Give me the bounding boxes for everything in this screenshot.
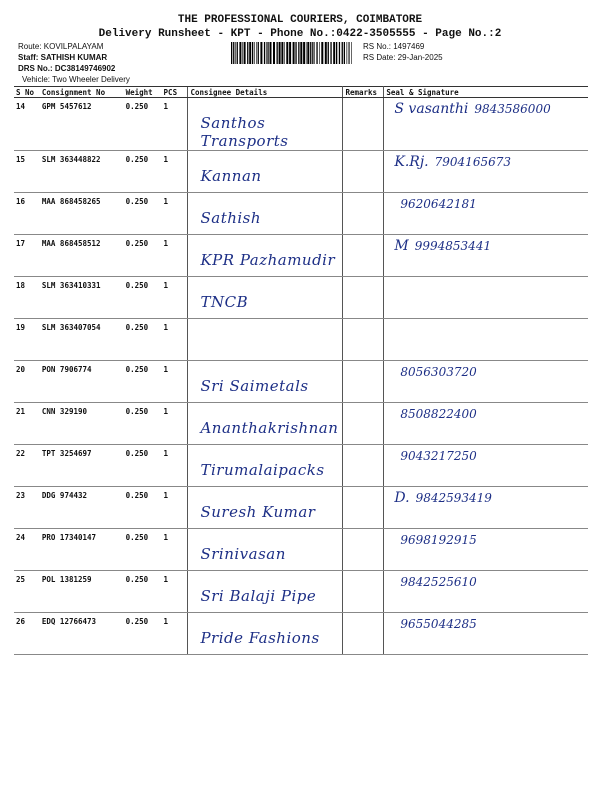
consignee-cell [188, 613, 343, 655]
barcode-bar [273, 42, 275, 64]
barcode-bar [235, 42, 236, 64]
weight-cell: 0.250 [124, 403, 162, 445]
pcs-cell: 1 [162, 98, 188, 151]
col-pcs: PCS [162, 87, 188, 98]
col-seal: Seal & Signature [384, 87, 588, 98]
signature-cell [384, 571, 588, 613]
remarks-cell [343, 403, 384, 445]
barcode-bar [239, 42, 241, 64]
weight-cell: 0.250 [124, 361, 162, 403]
sno-cell: 25 [14, 571, 40, 613]
signature-name: D. [394, 490, 410, 506]
col-sno: S No [14, 87, 40, 98]
pcs-cell: 1 [162, 151, 188, 193]
table-row [14, 529, 588, 571]
signature-cell [384, 151, 588, 193]
vehicle-label: Vehicle: Two Wheeler Delivery [22, 75, 130, 84]
consignment-cell: PRO 17340147 [40, 529, 124, 571]
consignment-cell: EDQ 12766473 [40, 613, 124, 655]
barcode-bar [319, 42, 320, 64]
consignment-cell: SLM 363407054 [40, 319, 124, 361]
weight-cell: 0.250 [124, 613, 162, 655]
barcode-bar [339, 42, 340, 64]
consignee-cell [188, 277, 343, 319]
sno-cell: 15 [14, 151, 40, 193]
runsheet-table [14, 86, 588, 655]
barcode-bar [244, 42, 246, 64]
signature-phone: 9698192915 [400, 533, 477, 547]
barcode-bar [242, 42, 243, 64]
consignee-cell [188, 487, 343, 529]
signature-phone: 9043217250 [400, 449, 477, 463]
consignee-name: Sri Balaji Pipe [200, 587, 317, 605]
weight-cell: 0.250 [124, 277, 162, 319]
consignment-cell: SLM 363448822 [40, 151, 124, 193]
signature-cell [384, 235, 588, 277]
table-row [14, 613, 588, 655]
barcode-bar [349, 42, 350, 64]
signature-cell [384, 193, 588, 235]
signature-name: M [394, 238, 409, 254]
signature-phone: 8056303720 [400, 365, 477, 379]
weight-cell: 0.250 [124, 529, 162, 571]
consignee-name: TNCB [200, 293, 249, 311]
barcode-bar [307, 42, 309, 64]
remarks-cell [343, 235, 384, 277]
barcode-bar [266, 42, 267, 64]
consignee-cell [188, 235, 343, 277]
barcode-bar [351, 42, 352, 64]
barcode-bar [306, 42, 307, 64]
consignee-name: Tirumalaipacks [200, 461, 325, 479]
remarks-cell [343, 319, 384, 361]
consignee-name: Kannan [200, 167, 262, 185]
signature-cell [384, 403, 588, 445]
signature-phone: 9994853441 [414, 239, 492, 253]
consignee-cell [188, 193, 343, 235]
barcode-bar [286, 42, 288, 64]
barcode-bar [303, 42, 305, 64]
pcs-cell: 1 [162, 361, 188, 403]
signature-phone: 9842525610 [400, 575, 477, 589]
signature-name: K.Rj. [394, 154, 429, 170]
pcs-cell: 1 [162, 613, 188, 655]
consignee-name: Ananthakrishnan [200, 419, 339, 437]
barcode-bar [249, 42, 251, 64]
barcode-bar [330, 42, 331, 64]
sno-cell: 14 [14, 98, 40, 151]
table-row [14, 98, 588, 151]
signature-cell [384, 277, 588, 319]
pcs-cell: 1 [162, 277, 188, 319]
barcode-bar [312, 42, 313, 64]
col-weight: Weight [124, 87, 162, 98]
consignment-cell: TPT 3254697 [40, 445, 124, 487]
barcode-bar [260, 42, 262, 64]
table-row [14, 235, 588, 277]
barcode-bar [289, 42, 291, 64]
sno-cell: 19 [14, 319, 40, 361]
remarks-cell [343, 445, 384, 487]
signature-cell [384, 529, 588, 571]
barcode-bar [231, 42, 232, 64]
pcs-cell: 1 [162, 571, 188, 613]
signature-cell [384, 319, 588, 361]
remarks-cell [343, 98, 384, 151]
barcode-bar [270, 42, 272, 64]
pcs-cell: 1 [162, 445, 188, 487]
barcode-bar [277, 42, 278, 64]
barcode-bar [233, 42, 234, 64]
table-row [14, 403, 588, 445]
consignment-cell: POL 1381259 [40, 571, 124, 613]
barcode-bar [284, 42, 285, 64]
table-row [14, 361, 588, 403]
sno-cell: 18 [14, 277, 40, 319]
consignee-cell [188, 445, 343, 487]
table-row [14, 151, 588, 193]
signature-cell [384, 445, 588, 487]
pcs-cell: 1 [162, 319, 188, 361]
barcode-bar [256, 42, 257, 64]
table-header-row [14, 87, 588, 98]
barcode-bar [295, 42, 296, 64]
consignee-name: Srinivasan [200, 545, 286, 563]
barcode-bar [281, 42, 283, 64]
route-label: Route: KOVILPALAYAM [18, 42, 104, 51]
barcode-bar [316, 42, 317, 64]
barcode-bar [336, 42, 337, 64]
barcode-bar [310, 42, 311, 64]
table-row [14, 445, 588, 487]
barcode-image [231, 42, 355, 64]
rs-number: RS No.: 1497469 [363, 42, 425, 51]
weight-cell: 0.250 [124, 319, 162, 361]
consignee-cell [188, 151, 343, 193]
pcs-cell: 1 [162, 529, 188, 571]
sno-cell: 21 [14, 403, 40, 445]
signature-phone: 8508822400 [400, 407, 477, 421]
weight-cell: 0.250 [124, 193, 162, 235]
consignee-cell [188, 98, 343, 151]
pcs-cell: 1 [162, 193, 188, 235]
remarks-cell [343, 571, 384, 613]
barcode-bar [333, 42, 335, 64]
barcode-bar [347, 42, 348, 64]
signature-phone: 9842593419 [415, 491, 492, 505]
remarks-cell [343, 613, 384, 655]
barcode-bar [258, 42, 259, 64]
consignment-cell: MAA 868458265 [40, 193, 124, 235]
rs-date: RS Date: 29-Jan-2025 [363, 53, 443, 62]
consignment-cell: CNN 329190 [40, 403, 124, 445]
weight-cell: 0.250 [124, 571, 162, 613]
barcode-bar [344, 42, 345, 64]
remarks-cell [343, 361, 384, 403]
table-row [14, 487, 588, 529]
drs-label: DRS No.: DC38149746902 [18, 64, 116, 73]
signature-cell [384, 487, 588, 529]
signature-phone: 7904165673 [434, 155, 511, 169]
sno-cell: 17 [14, 235, 40, 277]
signature-cell [384, 361, 588, 403]
remarks-cell [343, 151, 384, 193]
barcode-bar [293, 42, 295, 64]
sno-cell: 23 [14, 487, 40, 529]
staff-label: Staff: SATHISH KUMAR [18, 53, 108, 62]
consignment-cell: GPM 5457612 [40, 98, 124, 151]
consignee-name: Sathish [200, 209, 262, 227]
signature-phone: 9655044285 [400, 617, 477, 631]
pcs-cell: 1 [162, 403, 188, 445]
barcode-bar [252, 42, 253, 64]
barcode-bar [342, 42, 343, 64]
barcode-bar [314, 42, 315, 64]
remarks-cell [343, 529, 384, 571]
consignee-cell [188, 319, 343, 361]
weight-cell: 0.250 [124, 151, 162, 193]
sno-cell: 24 [14, 529, 40, 571]
signature-name: S vasanthi [394, 101, 469, 117]
weight-cell: 0.250 [124, 98, 162, 151]
sno-cell: 22 [14, 445, 40, 487]
table-row [14, 319, 588, 361]
consignee-name: Suresh Kumar [200, 503, 316, 521]
table-row [14, 571, 588, 613]
consignment-cell: MAA 868458512 [40, 235, 124, 277]
table-row [14, 193, 588, 235]
barcode-bar [267, 42, 268, 64]
pcs-cell: 1 [162, 487, 188, 529]
weight-cell: 0.250 [124, 235, 162, 277]
company-title: THE PROFESSIONAL COURIERS, COIMBATORE [177, 14, 423, 26]
consignee-cell [188, 529, 343, 571]
barcode-bar [264, 42, 265, 64]
sno-cell: 26 [14, 613, 40, 655]
consignment-cell: DDG 974432 [40, 487, 124, 529]
remarks-cell [343, 487, 384, 529]
barcode-bar [325, 42, 327, 64]
signature-cell [384, 98, 588, 151]
signature-cell [384, 613, 588, 655]
sno-cell: 20 [14, 361, 40, 403]
col-remarks: Remarks [343, 87, 384, 98]
consignee-name: Santhos Transports [200, 114, 289, 150]
signature-phone: 9620642181 [400, 197, 477, 211]
remarks-cell [343, 193, 384, 235]
sno-cell: 16 [14, 193, 40, 235]
remarks-cell [343, 277, 384, 319]
runsheet-subtitle: Delivery Runsheet - KPT - Phone No.:0422-3505555 - Page No.:2 [98, 28, 502, 40]
weight-cell: 0.250 [124, 487, 162, 529]
signature-phone: 9843586000 [474, 102, 551, 116]
consignee-cell [188, 361, 343, 403]
consignee-name: KPR Pazhamudir [200, 251, 336, 269]
barcode-bar [254, 42, 255, 64]
barcode-bar [279, 42, 281, 64]
consignee-name: Sri Saimetals [200, 377, 309, 395]
consignment-cell: SLM 363410331 [40, 277, 124, 319]
weight-cell: 0.250 [124, 445, 162, 487]
barcode-bar [321, 42, 323, 64]
col-consignee: Consignee Details [188, 87, 343, 98]
col-consignment: Consignment No [40, 87, 124, 98]
barcode-bar [298, 42, 299, 64]
barcode-bar [348, 42, 349, 64]
consignee-name: Pride Fashions [200, 629, 320, 647]
barcode-bar [328, 42, 329, 64]
barcode-bar [237, 42, 238, 64]
barcode-bar [300, 42, 302, 64]
table-row [14, 277, 588, 319]
consignee-cell [188, 403, 343, 445]
pcs-cell: 1 [162, 235, 188, 277]
barcode-bar [247, 42, 248, 64]
consignment-cell: PON 7906774 [40, 361, 124, 403]
consignee-cell [188, 571, 343, 613]
